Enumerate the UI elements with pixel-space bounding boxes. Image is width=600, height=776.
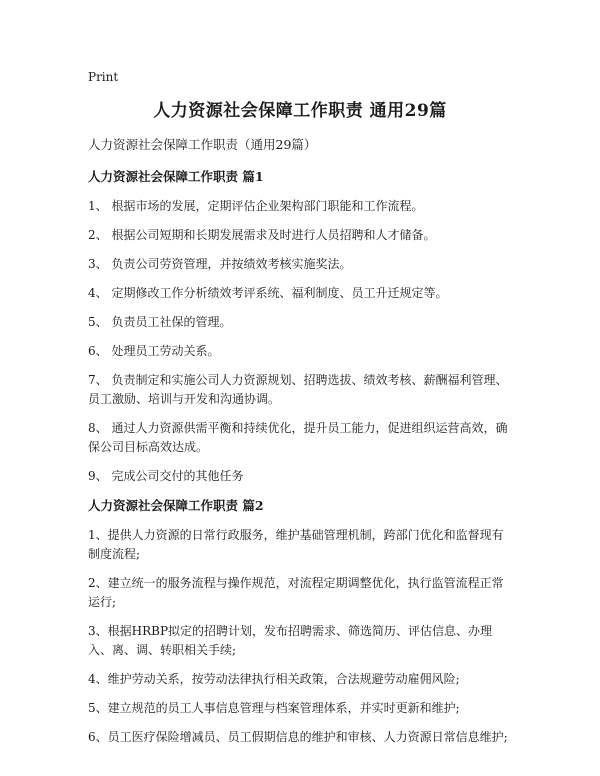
section-2-item-2: 2、建立统一的服务流程与操作规范，对流程定期调整优化，执行监管流程正常运行;: [88, 576, 504, 609]
section-1-item-1: 1、 根据市场的发展，定期评估企业架构部门职能和工作流程。: [88, 199, 424, 213]
section-2-item-1: 1、提供人力资源的日常行政服务，维护基础管理机制，跨部门优化和监督现有制度流程;: [88, 528, 504, 561]
document-subtitle: 人力资源社会保障工作职责（通用29篇）: [88, 137, 317, 152]
print-label[interactable]: Print: [88, 70, 119, 84]
section-2-item-5: 5、建立规范的员工人事信息管理与档案管理体系，并实时更新和维护;: [88, 701, 460, 715]
document-title: 人力资源社会保障工作职责 通用29篇: [153, 101, 447, 121]
section-1-item-9: 9、 完成公司交付的其他任务: [88, 469, 244, 483]
section-1-item-8: 8、 通过人力资源供需平衡和持续优化，提升员工能力，促进组织运营高效，确保公司目标高效达成。: [88, 421, 508, 454]
section-heading-1: 人力资源社会保障工作职责 篇1: [88, 169, 264, 184]
section-2-item-3: 3、根据HRBP拟定的招聘计划，发布招聘需求、筛选简历、评估信息、办理入、离、调、转职相关手续;: [88, 624, 493, 657]
section-heading-2: 人力资源社会保障工作职责 篇2: [88, 498, 264, 513]
section-2-item-4: 4、维护劳动关系，按劳动法律执行相关政策，合法规避劳动雇佣风险;: [88, 672, 460, 686]
section-1-item-4: 4、 定期修改工作分析绩效考评系统、福利制度、员工升迁规定等。: [88, 286, 448, 300]
section-1-item-3: 3、 负责公司劳资管理，并按绩效考核实施奖法。: [88, 257, 352, 271]
section-1-item-2: 2、 根据公司短期和长期发展需求及时进行人员招聘和人才储备。: [88, 228, 436, 242]
section-1-item-5: 5、 负责员工社保的管理。: [88, 315, 232, 329]
section-1-item-7: 7、 负责制定和实施公司人力资源规划、招聘选拔、绩效考核、薪酬福利管理、员工激励、培训与开发和沟通协调。: [88, 373, 508, 406]
section-2-item-6: 6、员工医疗保险增减员、员工假期信息的维护和审核、人力资源日常信息维护;: [88, 730, 508, 744]
section-1-item-6: 6、 处理员工劳动关系。: [88, 344, 220, 358]
